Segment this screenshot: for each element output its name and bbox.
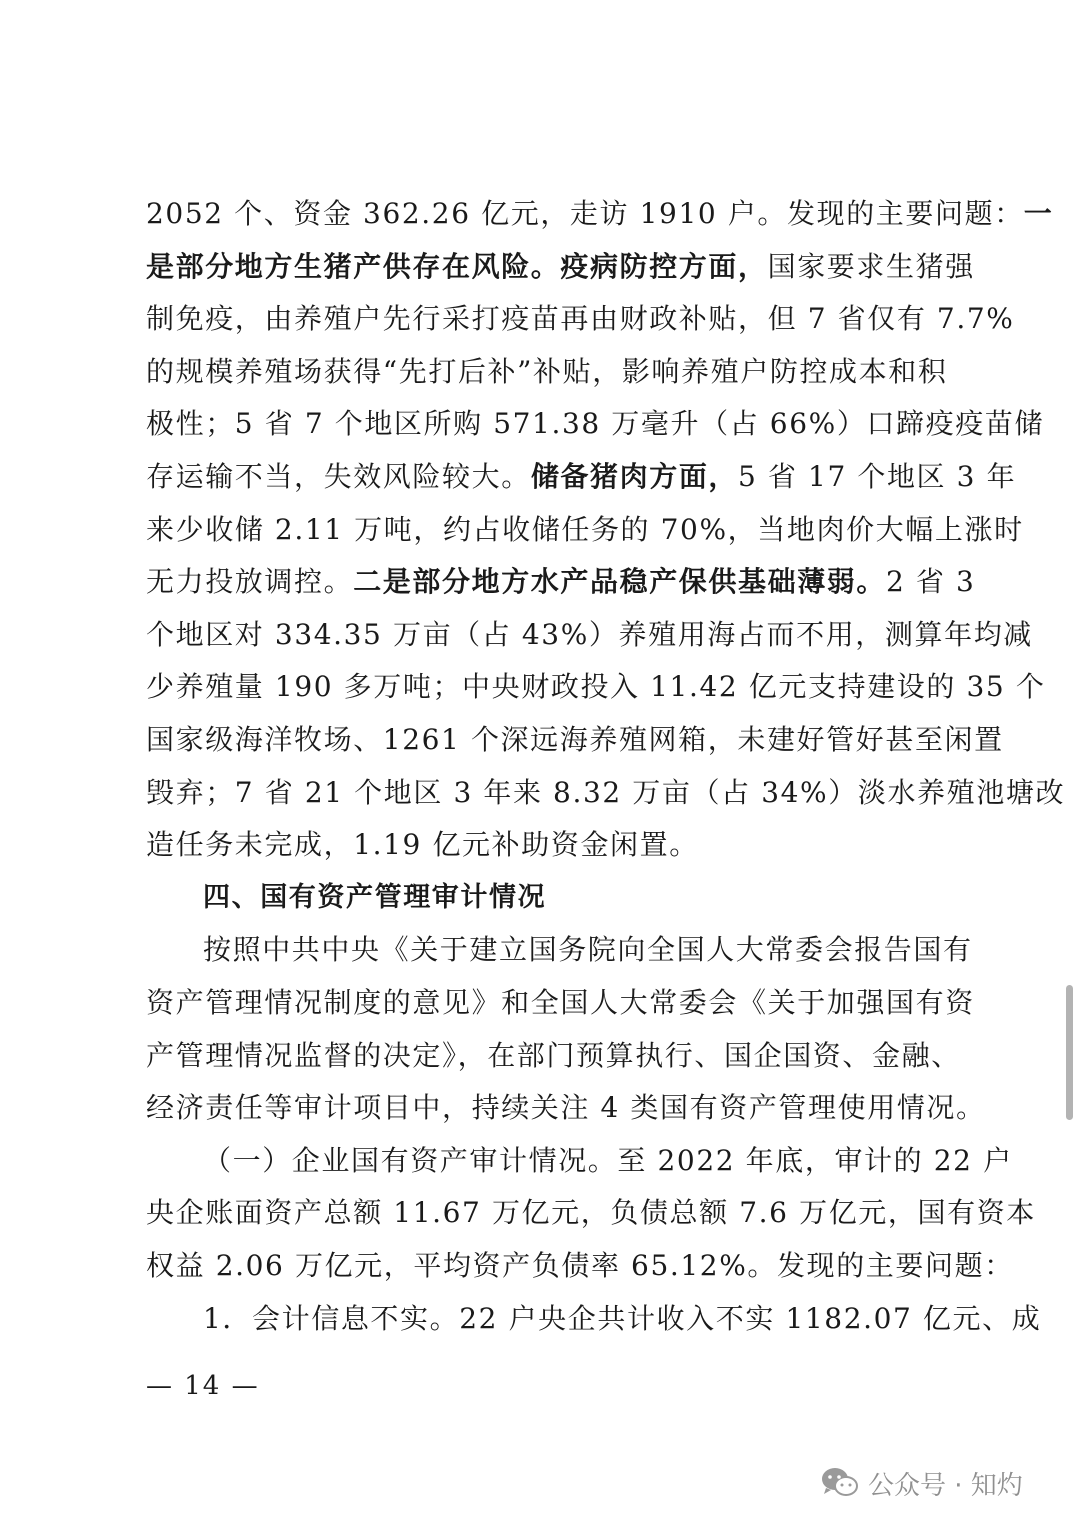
text-segment: 权益 2.06 万亿元，平均资产负债率 65.12%。发现的主要问题： bbox=[146, 1249, 1014, 1282]
text-line bbox=[203, 1135, 1013, 1187]
text-line bbox=[203, 1293, 1042, 1345]
page-number: — 14 — bbox=[146, 1371, 260, 1401]
bold-text-segment: 储备猪肉方面， bbox=[530, 460, 739, 493]
text-line bbox=[146, 977, 975, 1029]
text-segment: 造任务未完成，1.19 亿元补助资金闲置。 bbox=[146, 828, 699, 862]
text-line bbox=[146, 661, 1046, 713]
bold-text-segment: 二是部分地方水产品稳产保供基础薄弱。 bbox=[353, 565, 887, 599]
text-line bbox=[146, 451, 1017, 503]
text-line bbox=[146, 556, 976, 608]
text-line bbox=[146, 819, 936, 871]
text-line bbox=[146, 346, 948, 398]
text-segment: 国家级海洋牧场、1261 个深远海养殖网箱，未建好管好甚至闲置 bbox=[146, 723, 1004, 756]
text-line bbox=[146, 767, 1066, 819]
text-segment: 2 省 3 bbox=[886, 565, 976, 599]
scrollbar-thumb[interactable] bbox=[1066, 985, 1073, 1120]
text-segment: 来少收储 2.11 万吨，约占收储任务的 70%，当地肉价大幅上涨时 bbox=[146, 512, 1024, 546]
text-line bbox=[146, 293, 1015, 345]
section-heading bbox=[203, 872, 936, 924]
text-segment: 2052 个、资金 362.26 亿元，走访 1910 户。发现的主要问题： bbox=[146, 197, 1024, 230]
text-segment: 无力投放调控。 bbox=[146, 565, 354, 599]
text-segment: 资产管理情况制度的意见》和全国人大常委会《关于加强国有资 bbox=[146, 986, 975, 1019]
text-line bbox=[203, 924, 973, 976]
text-line bbox=[146, 398, 1045, 450]
text-segment: 的规模养殖场获得“先打后补”补贴，影响养殖户防控成本和积 bbox=[146, 354, 948, 388]
text-segment: 四、国有资产管理审计情况 bbox=[203, 881, 547, 913]
text-segment: 制免疫，由养殖户先行采打疫苗再由财政补贴，但 7 省仅有 7.7% bbox=[146, 302, 1015, 336]
text-segment: 存运输不当，失效风险较大。 bbox=[146, 460, 531, 493]
text-line bbox=[146, 188, 1054, 240]
text-segment: 产管理情况监督的决定》，在部门预算执行、国企国资、金融、 bbox=[146, 1038, 961, 1072]
text-segment: 5 省 17 个地区 3 年 bbox=[738, 460, 1017, 493]
text-line bbox=[146, 241, 975, 293]
text-segment: （一）企业国有资产审计情况。至 2022 年底，审计的 22 户 bbox=[203, 1143, 1013, 1177]
text-line bbox=[146, 1082, 986, 1134]
text-line bbox=[146, 714, 1004, 766]
text-segment: 1．会计信息不实。22 户央企共计收入不实 1182.07 亿元、成 bbox=[203, 1301, 1042, 1335]
text-line bbox=[146, 504, 1024, 556]
text-line bbox=[146, 1187, 1036, 1239]
text-line bbox=[146, 609, 1033, 661]
text-segment: 个地区对 334.35 万亩（占 43%）养殖用海占而不用，测算年均减 bbox=[146, 617, 1033, 651]
text-line bbox=[146, 1030, 961, 1082]
bold-text-segment: 一 bbox=[1023, 197, 1054, 230]
text-segment: 按照中共中央《关于建立国务院向全国人大常委会报告国有 bbox=[203, 933, 973, 967]
text-segment: 极性；5 省 7 个地区所购 571.38 万毫升（占 66%）口蹄疫疫苗储 bbox=[146, 407, 1045, 441]
bold-text-segment: 是部分地方生猪产供存在风险。疫病防控方面， bbox=[146, 249, 768, 283]
wechat-icon bbox=[820, 1466, 860, 1500]
text-line bbox=[146, 1240, 1014, 1292]
watermark bbox=[820, 1458, 1023, 1508]
text-segment: 央企账面资产总额 11.67 万亿元，负债总额 7.6 万亿元，国有资本 bbox=[146, 1196, 1036, 1230]
text-segment: 国家要求生猪强 bbox=[767, 249, 975, 283]
text-segment: 毁弃；7 省 21 个地区 3 年来 8.32 万亩（占 34%）淡水养殖池塘改 bbox=[146, 775, 1066, 809]
text-segment: 经济责任等审计项目中，持续关注 4 类国有资产管理使用情况。 bbox=[146, 1091, 986, 1125]
watermark-text: 公众号 · 知灼 bbox=[868, 1470, 1023, 1501]
text-segment: 少养殖量 190 多万吨；中央财政投入 11.42 亿元支持建设的 35 个 bbox=[146, 670, 1046, 704]
